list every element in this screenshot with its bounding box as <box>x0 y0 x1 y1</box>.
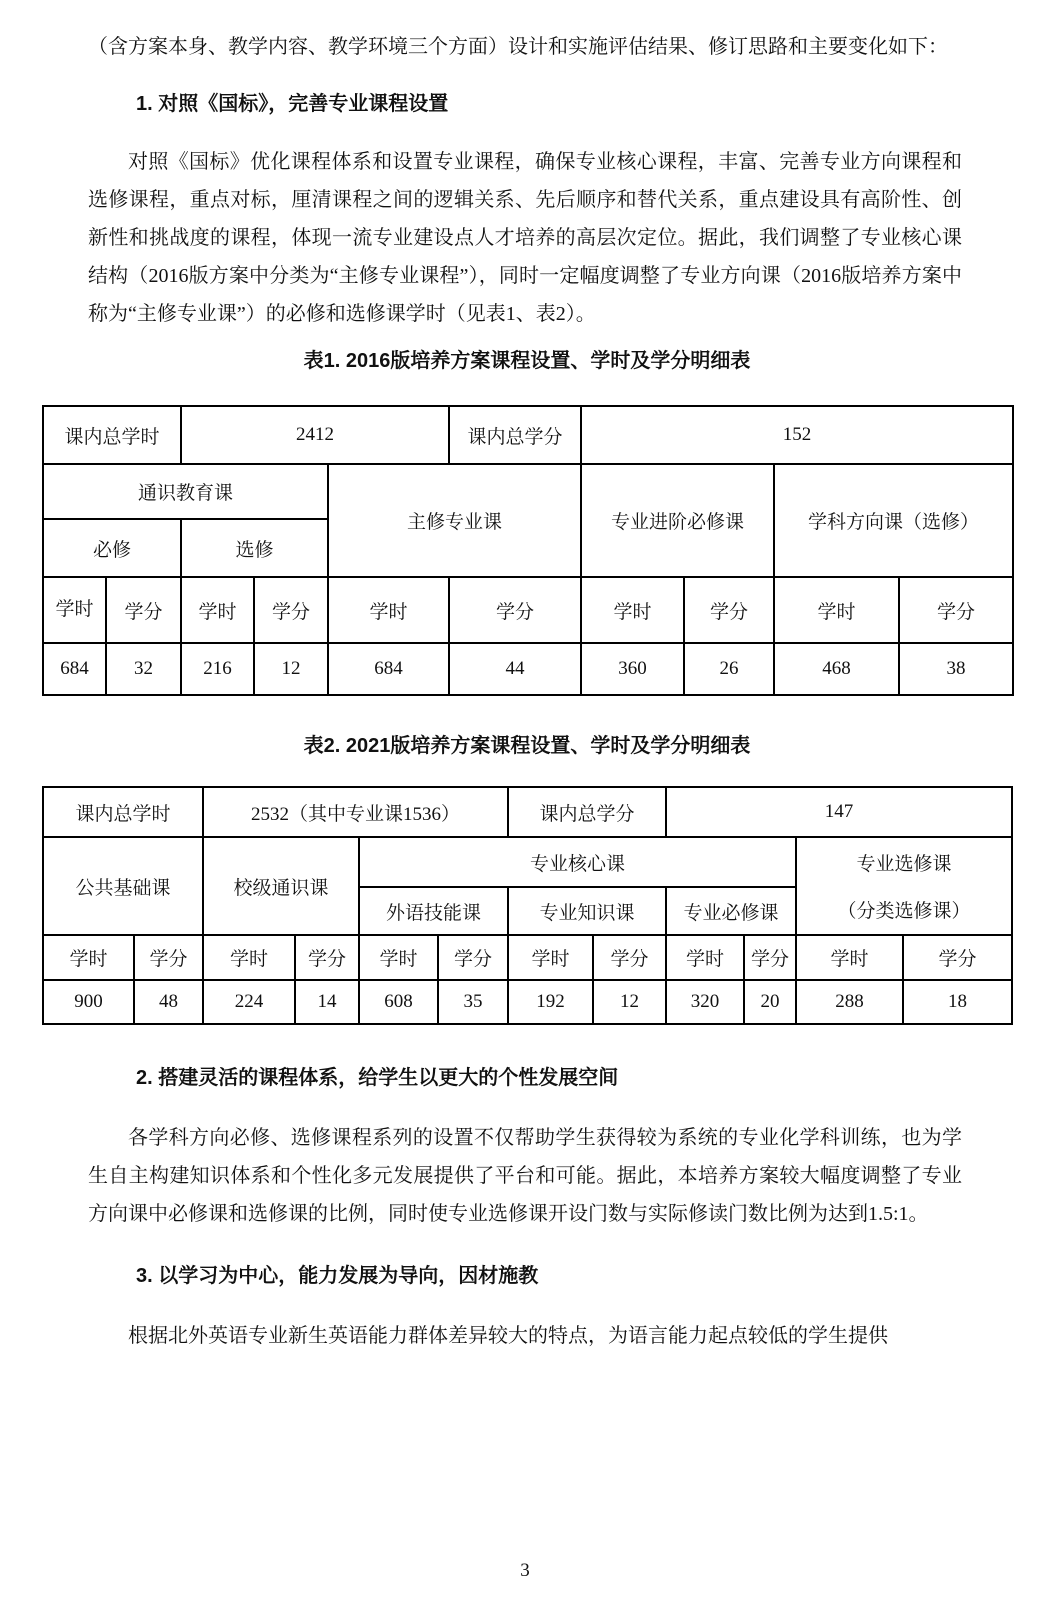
t1-total-credits-value: 152 <box>581 406 1013 464</box>
t2-value-cell: 20 <box>744 980 796 1024</box>
t2-value-cell: 18 <box>903 980 1012 1024</box>
t2-value-cell: 35 <box>438 980 508 1024</box>
t2-header-cell: 学时 <box>203 935 295 980</box>
t2-total-credits-label: 课内总学分 <box>508 787 666 837</box>
t2-value-cell: 192 <box>508 980 593 1024</box>
t1-header-cell: 学时 <box>328 577 449 643</box>
t2-header-cell: 学时 <box>508 935 593 980</box>
t1-header-cell: 学分 <box>106 577 181 643</box>
t1-value-cell: 468 <box>774 643 899 695</box>
section-3-heading: 3. 以学习为中心，能力发展为导向，因材施教 <box>136 1265 539 1287</box>
t2-value-cell: 224 <box>203 980 295 1024</box>
t1-value-cell: 360 <box>581 643 684 695</box>
t2-group-major-elective <box>796 837 1012 935</box>
t2-header-cell: 学时 <box>796 935 903 980</box>
intro-paragraph: （含方案本身、教学内容、教学环境三个方面）设计和实施评估结果、修订思路和主要变化如下： <box>88 36 948 58</box>
t2-header-cell: 学时 <box>359 935 438 980</box>
table-1-caption: 表1. 2016版培养方案课程设置、学时及学分明细表 <box>303 350 751 372</box>
t1-group-general-education: 通识教育课 <box>43 464 328 519</box>
section-3-body: 根据北外英语专业新生英语能力群体差异较大的特点，为语言能力起点较低的学生提供 <box>128 1325 888 1347</box>
t2-group-major-core: 专业核心课 <box>359 837 796 887</box>
t2-header-cell: 学分 <box>593 935 666 980</box>
section-1-heading: 1. 对照《国标》，完善专业课程设置 <box>136 93 449 115</box>
section-2-body: 各学科方向必修、选修课程系列的设置不仅帮助学生获得较为系统的专业化学科训练，也为学生自主构建知识体系和个性化多元发展提供了平台和可能。据此，本培养方案较大幅度调整了专业方向课中必修课和选修课的比例，同时使专业选修课开设门数与实际修读门数比例为达到1.5:1。 <box>88 1127 962 1225</box>
t2-value-cell: 900 <box>43 980 134 1024</box>
t1-total-hours-label: 课内总学时 <box>43 406 181 464</box>
t2-value-cell: 14 <box>295 980 359 1024</box>
section-2-heading: 2. 搭建灵活的课程体系，给学生以更大的个性发展空间 <box>136 1067 619 1089</box>
t1-total-credits-label: 课内总学分 <box>449 406 581 464</box>
t2-value-cell: 608 <box>359 980 438 1024</box>
t1-group-major-courses: 主修专业课 <box>328 464 581 577</box>
t1-header-cell: 学分 <box>254 577 328 643</box>
t2-header-cell: 学分 <box>903 935 1012 980</box>
t1-sub-required: 必修 <box>43 519 181 577</box>
t2-value-cell: 320 <box>666 980 744 1024</box>
t1-value-cell: 26 <box>684 643 774 695</box>
t1-group-advanced-required: 专业进阶必修课 <box>581 464 774 577</box>
t2-sub-major-required: 专业必修课 <box>666 887 796 935</box>
t2-group-university-general: 校级通识课 <box>203 837 359 935</box>
t2-value-cell: 288 <box>796 980 903 1024</box>
t1-header-cell: 学时 <box>181 577 254 643</box>
t2-group-public-basic: 公共基础课 <box>43 837 203 935</box>
table-2021-plan <box>42 786 1013 1025</box>
t1-sub-elective: 选修 <box>181 519 328 577</box>
t2-total-credits-value: 147 <box>666 787 1012 837</box>
t2-header-cell: 学时 <box>43 935 134 980</box>
t1-value-cell: 32 <box>106 643 181 695</box>
t2-header-cell: 学分 <box>134 935 203 980</box>
t2-header-cell: 学分 <box>438 935 508 980</box>
t1-value-cell: 12 <box>254 643 328 695</box>
table-2016-plan <box>42 405 1014 696</box>
t2-value-cell: 12 <box>593 980 666 1024</box>
t1-value-cell: 684 <box>43 643 106 695</box>
t1-header-cell: 学分 <box>449 577 581 643</box>
t1-header-cell: 学分 <box>899 577 1013 643</box>
table-2-caption: 表2. 2021版培养方案课程设置、学时及学分明细表 <box>303 735 751 757</box>
t2-sub-language-skills: 外语技能课 <box>359 887 508 935</box>
t1-header-cell: 学时 <box>43 577 106 643</box>
t1-group-direction-elective: 学科方向课（选修） <box>774 464 1013 577</box>
t1-value-cell: 216 <box>181 643 254 695</box>
t2-total-hours-label: 课内总学时 <box>43 787 203 837</box>
t2-major-elective-line1: 专业选修课 <box>856 854 952 875</box>
t1-header-cell: 学时 <box>774 577 899 643</box>
t1-header-cell: 学分 <box>684 577 774 643</box>
page-number: 3 <box>520 1560 530 1581</box>
section-1-body: 对照《国标》优化课程体系和设置专业课程，确保专业核心课程，丰富、完善专业方向课程和选修课程，重点对标，厘清课程之间的逻辑关系、先后顺序和替代关系，重点建设具有高阶性、创新性和挑战度的课程，体现一流专业建设点人才培养的高层次定位。据此，我们调整了专业核心课结构（2016版方案中分类为“主修专业课程”），同时一定幅度调整了专业方向课（2016版培养方案中称为“主修专业课”）的必修和选修课学时（见表1、表2）。 <box>88 151 962 325</box>
t2-header-cell: 学分 <box>295 935 359 980</box>
t1-value-cell: 44 <box>449 643 581 695</box>
t1-value-cell: 684 <box>328 643 449 695</box>
t2-sub-major-knowledge: 专业知识课 <box>508 887 666 935</box>
t2-value-cell: 48 <box>134 980 203 1024</box>
t2-total-hours-value: 2532（其中专业课1536） <box>203 787 508 837</box>
t1-value-cell: 38 <box>899 643 1013 695</box>
t2-header-cell: 学时 <box>666 935 744 980</box>
t2-major-elective-line2: （分类选修课） <box>837 901 971 922</box>
t2-header-cell: 学分 <box>744 935 796 980</box>
t1-header-cell: 学时 <box>581 577 684 643</box>
t1-total-hours-value: 2412 <box>181 406 449 464</box>
